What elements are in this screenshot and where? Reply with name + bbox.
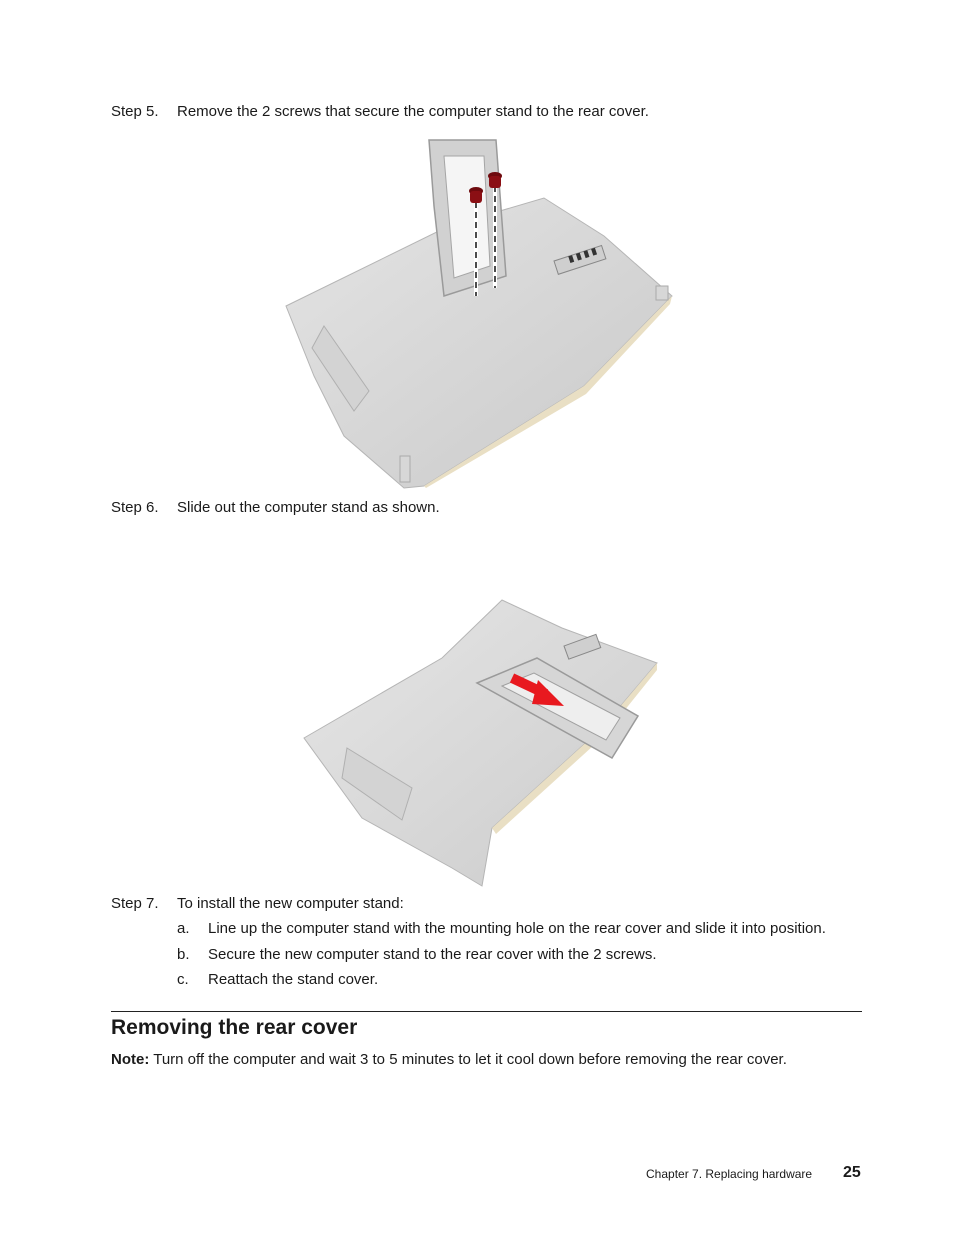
page-number: 25: [843, 1164, 861, 1181]
substep-text: Reattach the stand cover.: [208, 971, 379, 988]
substep-letter: b.: [177, 946, 190, 963]
substep-text: Secure the new computer stand to the rear cover with the 2 screws.: [208, 946, 657, 963]
substep-letter: a.: [177, 920, 190, 937]
step-text: To install the new computer stand:: [177, 895, 404, 912]
foot: [656, 286, 668, 300]
screw-icon: [488, 172, 502, 188]
substep-letter: c.: [177, 971, 189, 988]
section-heading: Removing the rear cover: [111, 1016, 358, 1039]
screw-icon: [469, 187, 483, 203]
substep-text: Line up the computer stand with the mounting hole on the rear cover and slide it into position.: [208, 920, 826, 937]
figure-slide-out-stand: [302, 598, 664, 888]
note: [111, 1051, 787, 1068]
section-divider: [111, 1011, 862, 1012]
figure-remove-screws: [284, 136, 676, 490]
foot: [400, 456, 410, 482]
step-number: Step 5.: [111, 103, 159, 120]
step-number: Step 6.: [111, 499, 159, 516]
footer-chapter: Chapter 7. Replacing hardware: [646, 1167, 813, 1181]
note-text: Turn off the computer and wait 3 to 5 minutes to let it cool down before removing the rear cover.: [149, 1051, 787, 1068]
step-text: Remove the 2 screws that secure the computer stand to the rear cover.: [177, 103, 649, 120]
step-number: Step 7.: [111, 895, 159, 912]
step-text: Slide out the computer stand as shown.: [177, 499, 440, 516]
note-label: Note:: [111, 1051, 150, 1068]
